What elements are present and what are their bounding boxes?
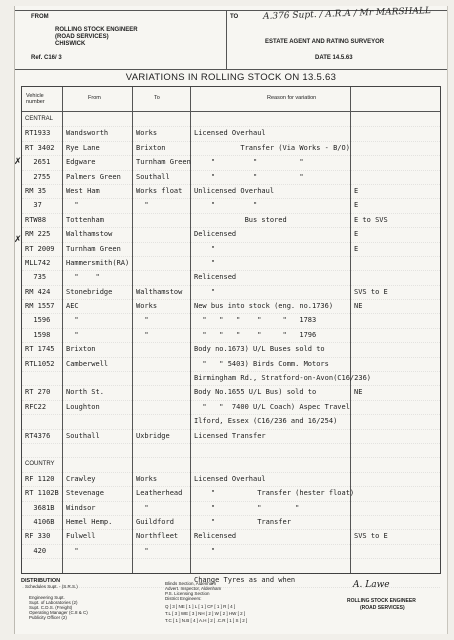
from-cell: Walthamstow (66, 230, 113, 239)
from-cell: North St. (66, 388, 104, 397)
vehicle-number: 37 (25, 201, 42, 210)
from-cell: " (66, 201, 79, 210)
dist-mid-3: District Engineers: (165, 596, 202, 601)
dist-mid-2: P.S. Licensing Section (165, 591, 210, 596)
reason-cell: Body no.1673) U/L Buses sold to (194, 345, 325, 354)
to-cell: Turnham Green (136, 158, 191, 167)
reference: Ref. C16/ 3 (31, 55, 62, 61)
table-row (22, 300, 440, 314)
margin-x-mark: ✗ (14, 157, 22, 167)
to-label: TO (230, 14, 239, 20)
code-cell: SVS to E (354, 532, 388, 541)
from-line-2: (ROAD SERVICES) (55, 34, 109, 40)
table-row (22, 401, 440, 415)
to-cell: " (136, 330, 149, 339)
vehicle-number: RT 3402 (25, 143, 55, 152)
code-cell: E (354, 201, 359, 210)
vehicle-number: RT 2009 (25, 244, 55, 253)
section-country: COUNTRY (25, 461, 55, 468)
dist-left-4: Supt. C.D.S. (Freight) (29, 605, 73, 610)
change-note: Change Tyres as and when (194, 575, 296, 584)
to-cell: Works (136, 129, 158, 138)
reason-cell: " (194, 258, 216, 267)
from-cell: Hammersmith(RA) (66, 258, 130, 267)
from-cell: " " (66, 273, 100, 282)
dist-left-6: Publicity Officer (2) (29, 615, 67, 620)
col-to: To (154, 95, 160, 101)
dist-left-5: Operating Manager (C.8 & C) (29, 610, 88, 615)
reason-cell: " " " (194, 172, 304, 181)
from-cell: Windsor (66, 503, 96, 512)
table-row (22, 271, 440, 285)
dist-mid-0: Blinds Section, Aldenham (165, 581, 217, 586)
from-cell: West Ham (66, 186, 100, 195)
vehicle-number: RF 1120 (25, 474, 55, 483)
to-text: ESTATE AGENT AND RATING SURVEYOR (265, 39, 385, 45)
dist-mid-5: T.L [ 3 ] WE [ 3 ] NH [ 2 ] W [ 2 ] HW [ 2 ] (165, 611, 246, 616)
to-cell: Uxbridge (136, 431, 170, 440)
distribution-footer (15, 578, 447, 634)
from-cell: Stevenage (66, 489, 104, 498)
table-row (22, 329, 440, 343)
vehicle-number: RFC22 (25, 402, 47, 411)
reason-cell: New bus into stock (eng. no.1736) (194, 302, 334, 311)
document-page (14, 6, 448, 634)
vehicle-number: 1598 (25, 330, 51, 339)
table-row (22, 199, 440, 213)
dist-left-3: Supt. of Laboratories (2) (29, 600, 78, 605)
dist-left-0: Schedules Supt. - (S.R.S.) (25, 584, 78, 589)
from-cell: " (66, 316, 79, 325)
to-cell: " (136, 546, 149, 555)
code-cell: NE (354, 302, 363, 311)
from-cell: " (66, 546, 79, 555)
vehicle-number: RT4376 (25, 431, 51, 440)
table-row (22, 343, 440, 357)
code-cell: E to SVS (354, 215, 388, 224)
signatory-line-2: (ROAD SERVICES) (360, 605, 405, 611)
reason-cell: Ilford, Essex (C16/236 and 16/254) (194, 417, 338, 426)
table-row (22, 430, 440, 444)
from-line-3: CHISWICK (55, 41, 86, 47)
to-cell: Northfleet (136, 532, 179, 541)
table-row (22, 257, 440, 271)
table-row (22, 372, 440, 386)
from-cell: Tottenham (66, 215, 104, 224)
signature: A. Lawe (353, 580, 390, 590)
vehicle-number: RM 35 (25, 186, 47, 195)
table-row (22, 243, 440, 257)
col-from: From (88, 95, 101, 101)
from-cell: Camberwell (66, 359, 109, 368)
reason-cell: Licensed Transfer (194, 431, 266, 440)
dist-mid-4: Q [ 3 ] NE [ 1 ] L [ 1 ] CF [ 1 ] R [ 4 ] (165, 604, 236, 609)
reason-cell: Relicensed (194, 532, 237, 541)
reason-cell: Body No.1655 U/L Bus) sold to (194, 388, 317, 397)
reason-cell: " (194, 244, 216, 253)
vehicle-number: 735 (25, 273, 47, 282)
from-line-1: ROLLING STOCK ENGINEER (55, 27, 138, 33)
table-row (22, 358, 440, 372)
from-label: FROM (31, 14, 49, 20)
dist-mid-6: T.C [ 1 ] N.B [ 4 ] A.H [ 2 ] .C.R [ 1 ] S [ 2 ] (165, 618, 248, 623)
from-cell: " (66, 330, 79, 339)
to-cell: Works float (136, 186, 183, 195)
reason-cell: " " " (194, 158, 304, 167)
handwritten-addressees: A.376 Supt. / A.R.A / Mr MARSHALL (262, 6, 432, 22)
reason-cell: " " 7400 U/L Coach) Aspec Travel (194, 402, 350, 411)
from-cell: Loughton (66, 402, 100, 411)
code-cell: E (354, 186, 359, 195)
from-cell: Southall (66, 431, 100, 440)
date: DATE 14.5.63 (315, 55, 353, 61)
from-cell: Wandsworth (66, 129, 109, 138)
to-cell: Works (136, 474, 158, 483)
page-title: VARIATIONS IN ROLLING STOCK ON 13.5.63 (125, 72, 337, 83)
vehicle-number: RF 330 (25, 532, 51, 541)
vehicle-number: RT 270 (25, 388, 51, 397)
from-cell: Hemel Hemp. (66, 517, 113, 526)
reason-cell: " Transfer (194, 517, 291, 526)
table-row (22, 545, 440, 559)
vehicle-number: 420 (25, 546, 47, 555)
table-row (22, 473, 440, 487)
vehicle-number: RM 225 (25, 230, 51, 239)
table-header (22, 87, 440, 112)
table-row (22, 228, 440, 242)
reason-cell: Transfer (Via Works - B/O) (194, 143, 350, 152)
table-row (22, 286, 440, 300)
table-row (22, 386, 440, 400)
from-cell: Crawley (66, 474, 96, 483)
reason-cell: Delicensed (194, 230, 237, 239)
vehicle-number: 2755 (25, 172, 51, 181)
from-cell: Rye Lane (66, 143, 100, 152)
table-row (22, 142, 440, 156)
vehicle-number: RM 424 (25, 287, 51, 296)
from-cell: Stonebridge (66, 287, 113, 296)
vehicle-number: MLL742 (25, 258, 51, 267)
code-cell: E (354, 230, 359, 239)
from-cell: Palmers Green (66, 172, 121, 181)
reason-cell: " " (194, 201, 258, 210)
dist-left-2: Engineering Supt. (29, 595, 65, 600)
to-cell: Walthamstow (136, 287, 183, 296)
reason-cell: " " 5403) Birds Comm. Motors (194, 359, 329, 368)
reason-cell: Relicensed (194, 273, 237, 282)
code-cell: E (354, 244, 359, 253)
table-row (22, 487, 440, 501)
table-row (22, 156, 440, 170)
to-cell: Guildford (136, 517, 174, 526)
to-cell: " (136, 316, 149, 325)
table-row (22, 127, 440, 141)
col-vehicle: Vehicle number (26, 93, 45, 105)
vehicle-number: RTL1052 (25, 359, 55, 368)
vehicle-number: RT1933 (25, 129, 51, 138)
to-cell: Southall (136, 172, 170, 181)
reason-cell: " " " (194, 503, 300, 512)
dist-mid-1: Advert. Inspector, Aldenham (165, 586, 222, 591)
reason-cell: Birmingham Rd., Stratford-on-Avon(C16/236) (194, 374, 372, 383)
table-row (22, 415, 440, 429)
vehicle-number: 2651 (25, 158, 51, 167)
reason-cell: Bus stored (194, 215, 287, 224)
vehicle-number: RT 1745 (25, 345, 55, 354)
table-row (22, 185, 440, 199)
code-cell: SVS to E (354, 287, 388, 296)
to-cell: Works (136, 302, 158, 311)
reason-cell: Unlicensed Overhaul (194, 186, 275, 195)
vehicle-number: RM 1557 (25, 302, 55, 311)
vehicle-number: 4106B (25, 517, 55, 526)
code-cell: NE (354, 388, 363, 397)
vehicle-number: 3681B (25, 503, 55, 512)
col-reason: Reason for variation (267, 95, 317, 101)
reason-cell: " (194, 546, 216, 555)
reason-cell: " (194, 287, 216, 296)
from-cell: AEC (66, 302, 79, 311)
distribution-label: DISTRIBUTION (21, 578, 61, 584)
vehicle-number: RT 1102B (25, 489, 59, 498)
vehicle-number: 1596 (25, 316, 51, 325)
table-body (22, 113, 440, 588)
table-row (22, 530, 440, 544)
from-cell: Brixton (66, 345, 96, 354)
table-row (22, 516, 440, 530)
reason-cell: Licensed Overhaul (194, 129, 266, 138)
memo-header (15, 6, 447, 70)
reason-cell: " Transfer (hester float) (194, 489, 355, 498)
table-row (22, 502, 440, 516)
to-cell: Leatherhead (136, 489, 183, 498)
table-row (22, 214, 440, 228)
from-cell: Turnham Green (66, 244, 121, 253)
table-row (22, 314, 440, 328)
from-cell: Fulwell (66, 532, 96, 541)
vehicle-number: RTW88 (25, 215, 47, 224)
table-row (22, 171, 440, 185)
reason-cell: " " " " " 1796 (194, 330, 317, 339)
to-cell: Brixton (136, 143, 166, 152)
to-cell: " (136, 201, 149, 210)
to-cell: " (136, 503, 149, 512)
reason-cell: " " " " " 1783 (194, 316, 317, 325)
section-central: CENTRAL (25, 116, 54, 122)
signatory-line-1: ROLLING STOCK ENGINEER (347, 598, 416, 604)
reason-cell: Licensed Overhaul (194, 474, 266, 483)
from-cell: Edgware (66, 158, 96, 167)
margin-x-mark: ✗ (14, 235, 22, 245)
